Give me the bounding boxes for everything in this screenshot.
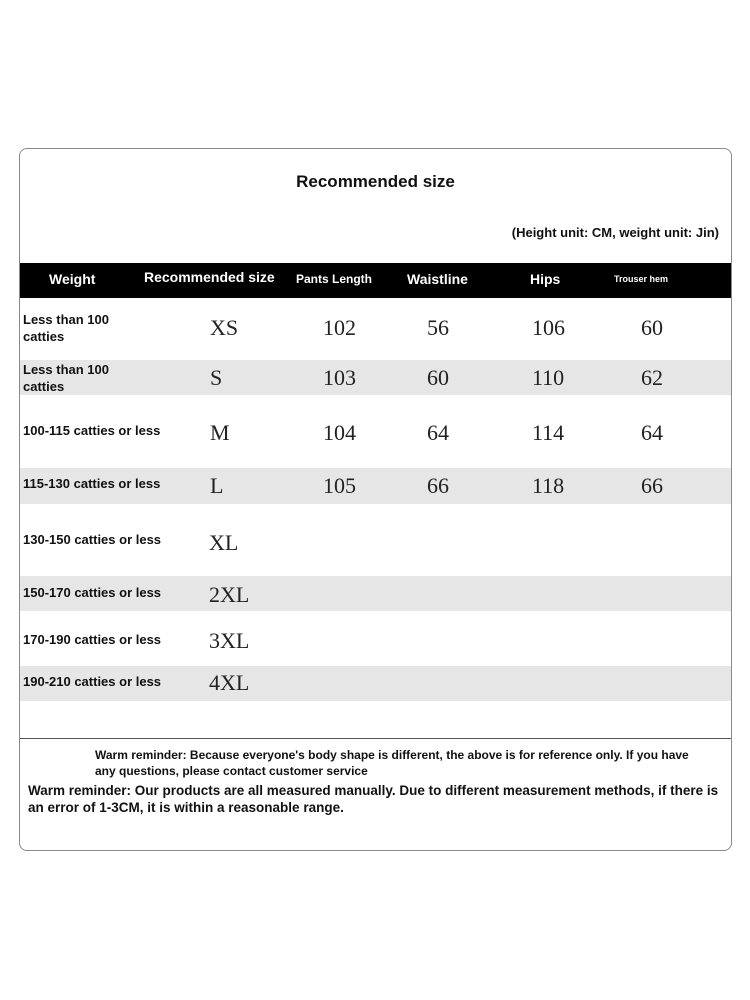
header-trouser-hem: Trouser hem <box>614 274 669 284</box>
header-weight: Weight <box>49 271 96 287</box>
row-weight: 170-190 catties or less <box>23 632 162 647</box>
row-size: 2XL <box>209 582 250 607</box>
header-hips: Hips <box>530 271 561 287</box>
table-row <box>20 504 731 576</box>
header-waistline: Waistline <box>407 271 468 287</box>
row-trouser-hem: 64 <box>641 420 663 445</box>
row-weight: 115-130 catties or less <box>23 476 161 491</box>
row-hips: 114 <box>532 420 565 445</box>
table-row <box>20 468 731 504</box>
notes-divider <box>20 738 731 739</box>
row-hips: 110 <box>532 365 565 390</box>
row-pants-length: 104 <box>323 420 356 445</box>
row-waistline: 60 <box>427 365 449 390</box>
units-note: (Height unit: CM, weight unit: Jin) <box>511 225 719 240</box>
table-header <box>20 263 731 298</box>
row-trouser-hem: 62 <box>641 365 663 390</box>
row-weight: Less than 100 catties <box>23 362 109 394</box>
row-waistline: 66 <box>427 473 449 498</box>
row-size: S <box>210 365 223 390</box>
row-trouser-hem: 66 <box>641 473 663 498</box>
table-row <box>20 666 731 701</box>
row-weight: 130-150 catties or less <box>23 532 162 547</box>
row-pants-length: 103 <box>323 365 356 390</box>
row-hips: 106 <box>532 315 565 340</box>
table-row <box>20 299 731 360</box>
row-trouser-hem: 60 <box>641 315 663 340</box>
reminder-measurement-note: Warm reminder: Our products are all measured manually. Due to different measurement methods, if there is an error of 1-3CM, it is within a reasonable range. <box>28 783 719 815</box>
row-weight: Less than 100 catties <box>23 312 109 344</box>
row-weight: 150-170 catties or less <box>23 585 162 600</box>
size-chart-card <box>19 148 732 851</box>
row-pants-length: 105 <box>323 473 356 498</box>
chart-title: Recommended size <box>296 172 455 191</box>
row-pants-length: 102 <box>323 315 356 340</box>
table-row <box>20 360 731 395</box>
table-row <box>20 576 731 611</box>
header-recommended-size: Recommended size <box>144 269 275 285</box>
reminder-reference-note: Warm reminder: Because everyone's body shape is different, the above is for reference only. If you have any questions, please contact customer service <box>95 748 689 778</box>
header-pants-length: Pants Length <box>296 272 373 286</box>
row-weight: 190-210 catties or less <box>23 674 162 689</box>
row-size: L <box>210 473 224 498</box>
row-hips: 118 <box>532 473 565 498</box>
row-weight: 100-115 catties or less <box>23 423 161 438</box>
row-size: 3XL <box>209 628 250 653</box>
row-waistline: 64 <box>427 420 449 445</box>
row-waistline: 56 <box>427 315 449 340</box>
row-size: M <box>210 420 230 445</box>
table-row <box>20 611 731 666</box>
row-size: XL <box>209 530 239 555</box>
row-size: XS <box>210 315 239 340</box>
row-size: 4XL <box>209 670 250 695</box>
table-row <box>20 395 731 468</box>
